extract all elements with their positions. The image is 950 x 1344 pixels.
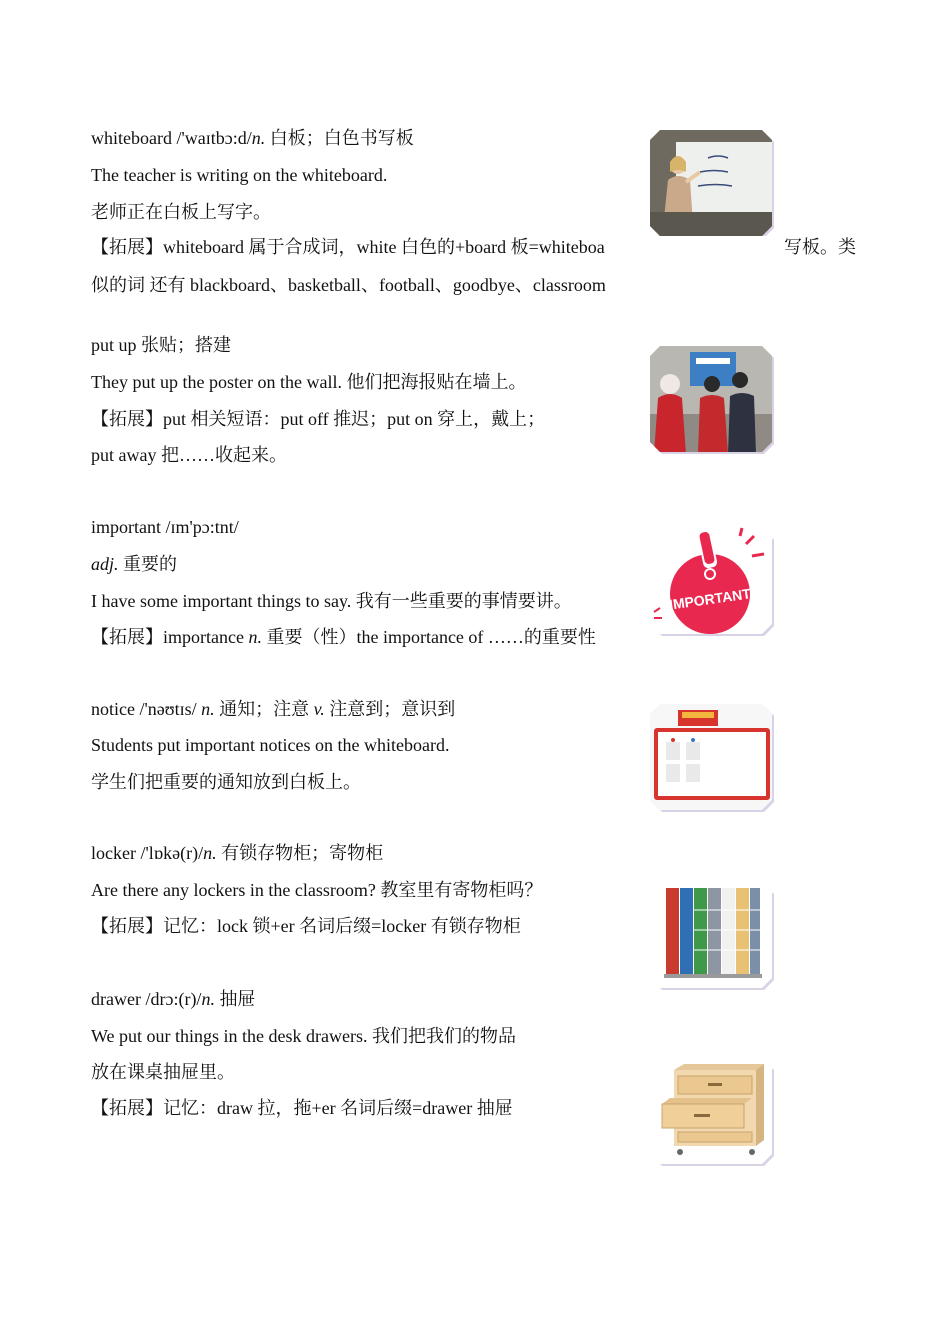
important-extension: 【拓展】importance n. 重要（性）the importance of ……的重要性 [91, 627, 596, 647]
putup-example: They put up the poster on the wall. 他们把海报贴在墙上。 [91, 372, 527, 392]
whiteboard-example: The teacher is writing on the whiteboard. [91, 165, 388, 185]
drawer-extension: 【拓展】记忆：draw 拉，拖+er 名词后缀=drawer 抽屉 [91, 1098, 513, 1118]
teacher-whiteboard-image [648, 128, 774, 238]
whiteboard-translation: 老师正在白板上写字。 [91, 202, 271, 222]
drawer-headword: drawer /drɔ:(r)/n. 抽屉 [91, 989, 256, 1009]
important-example: I have some important things to say. 我有一些重要的事情要讲。 [91, 591, 572, 611]
lockers-image [648, 880, 774, 990]
notice-translation: 学生们把重要的通知放到白板上。 [91, 772, 361, 792]
drawer-example: We put our things in the desk drawers. 我们把我们的物品 [91, 1026, 516, 1046]
whiteboard-extension-line2: 似的词 还有 blackboard、basketball、football、goodbye、classroom [91, 275, 606, 295]
putup-headword: put up 张贴；搭建 [91, 335, 232, 355]
whiteboard-headword: whiteboard /'waɪtbɔ:d/n. 白板；白色书写板 [91, 128, 414, 148]
putup-extension-line2: put away 把……收起来。 [91, 445, 287, 465]
important-badge-text: IMPORTANT [668, 585, 752, 613]
whiteboard-extension-line1: 【拓展】whiteboard 属于合成词，white 白色的+board 板=whiteboa [91, 237, 605, 257]
putup-extension-line1: 【拓展】put 相关短语：put off 推迟；put on 穿上，戴上； [91, 409, 546, 429]
drawer-cabinet-image [648, 1056, 774, 1166]
putting-up-poster-image [648, 344, 774, 454]
image-occluder [650, 236, 778, 258]
important-headword: important /ɪm'pɔ:tnt/ [91, 517, 239, 537]
important-pos-meaning: adj. 重要的 [91, 554, 178, 574]
notice-board-image [648, 702, 774, 812]
important-badge-image [648, 526, 774, 636]
locker-extension: 【拓展】记忆：lock 锁+er 名词后缀=locker 有锁存物柜 [91, 916, 521, 936]
whiteboard-extension-line1-end: 写板。类 [784, 237, 856, 257]
drawer-example-continued: 放在课桌抽屉里。 [91, 1062, 235, 1082]
locker-example: Are there any lockers in the classroom? 教室里有寄物柜吗？ [91, 880, 543, 900]
notice-example: Students put important notices on the whiteboard. [91, 735, 450, 755]
notice-headword: notice /'nəʊtɪs/ n. 通知；注意 v. 注意到；意识到 [91, 699, 456, 719]
locker-headword: locker /'lɒkə(r)/n. 有锁存物柜；寄物柜 [91, 843, 384, 863]
